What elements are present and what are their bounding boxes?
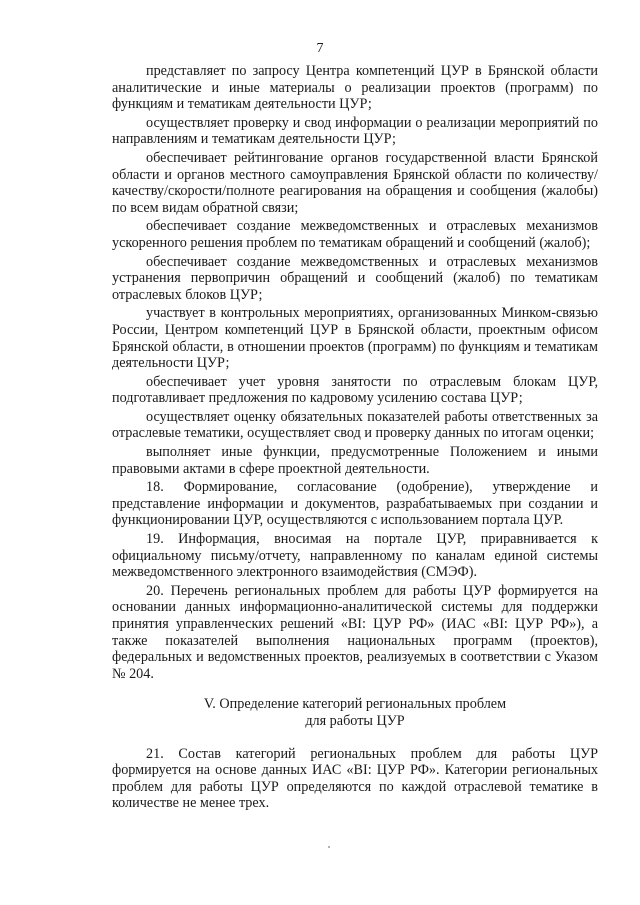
section-heading-line: для работы ЦУР — [305, 712, 405, 729]
section-heading-line: V. Определение категорий региональных проблем — [203, 696, 507, 713]
paragraph: 18. Формирование, согласование (одобрение), утверждение и представление информации и документов, разрабатываемых при создании и функционировании ЦУР, осуществляются с использованием портала ЦУР. — [112, 479, 598, 529]
page-number: 7 — [316, 41, 324, 56]
paragraph: осуществляет оценку обязательных показателей работы ответственных за отраслевые тематики, осуществляет свод и проверку данных по итогам оценки; — [112, 408, 598, 442]
paragraph: 21. Состав категорий региональных проблем для работы ЦУР формируется на основе данных ИАС «BI: ЦУР РФ». Категории региональных проблем для работы ЦУР определяются по каждой отраслевой тематике в количестве не менее трех. — [112, 745, 598, 812]
paragraph: осуществляет проверку и свод информации о реализации мероприятий по направлениям и тематикам деятельности ЦУР; — [112, 114, 598, 148]
paragraph: обеспечивает учет уровня занятости по отраслевым блокам ЦУР, подготавливает предложения по кадровому усилению состава ЦУР; — [112, 373, 598, 407]
paragraph: 20. Перечень региональных проблем для работы ЦУР формируется на основании данных информационно-аналитической системы для поддержки принятия управленческих решений «BI: ЦУР РФ» (ИАС «BI: ЦУР РФ»), а также показателей выполнения национальных программ (проектов), федеральных и ведомственных проектов, реализуемых в соответствии с Указом № 204. — [112, 582, 598, 682]
paragraph: обеспечивает создание межведомственных и отраслевых механизмов устранения первопричин обращений и сообщений (жалоб) по тематикам отраслевых блоков ЦУР; — [112, 253, 598, 303]
paragraph: участвует в контрольных мероприятиях, организованных Минком-связью России, Центром компетенций ЦУР в Брянской области, проектным офисом Брянской области, в отношении проектов (программ) по функциям и тематикам деятельности ЦУР; — [112, 305, 598, 372]
paragraph: обеспечивает рейтингование органов государственной власти Брянской области и органов местного самоуправления Брянской области по количеству/качеству/скорости/полноте реагирования на обращения и сообщения (жалобы) по всем видам обратной связи; — [112, 149, 598, 216]
document-body — [112, 63, 598, 814]
paragraph: представляет по запросу Центра компетенций ЦУР в Брянской области аналитические и иные материалы о реализации проектов (программ) по функциям и тематикам деятельности ЦУР; — [112, 63, 598, 113]
section-heading — [112, 696, 598, 729]
paragraph: обеспечивает создание межведомственных и отраслевых механизмов ускоренного решения проблем по тематикам обращений и сообщений (жалоб); — [112, 218, 598, 251]
paragraph: выполняет иные функции, предусмотренные Положением и иными правовыми актами в сфере проектной деятельности. — [112, 444, 598, 477]
paragraph: 19. Информация, вносимая на портале ЦУР, приравнивается к официальному письму/отчету, направленному по каналам единой системы межведомственного электронного взаимодействия (СМЭФ). — [112, 531, 598, 581]
scan-speck — [328, 846, 330, 848]
